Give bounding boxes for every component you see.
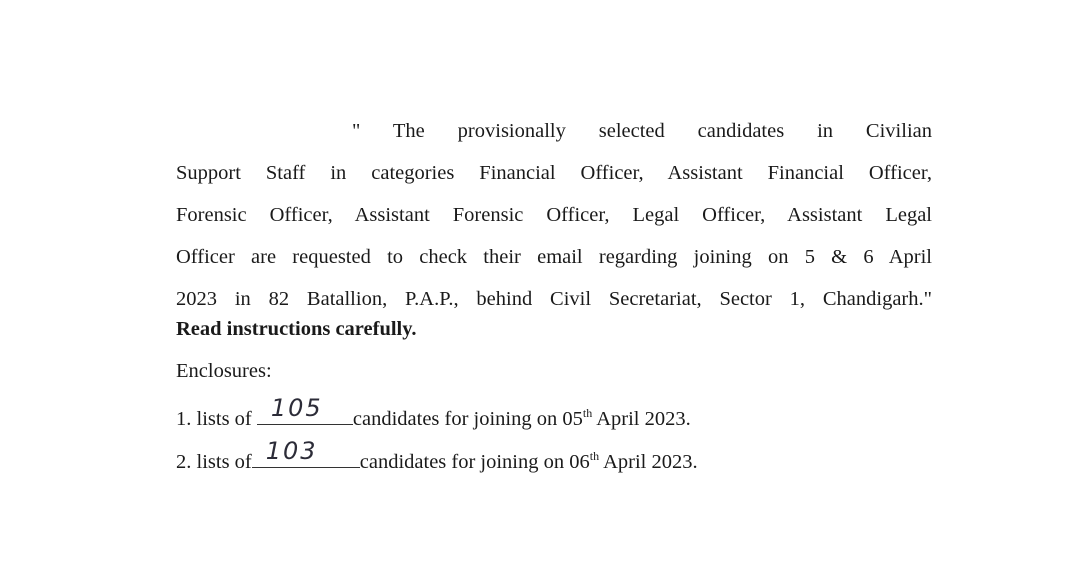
enclosures-label: Enclosures:: [176, 360, 272, 382]
enclosure-prefix: 2. lists of: [176, 451, 252, 473]
enclosure-prefix: 1. lists of: [176, 408, 257, 430]
handwritten-count: 103: [265, 437, 318, 465]
notice-paragraph: [176, 110, 932, 320]
enclosure-text: candidates for joining on 05: [352, 408, 583, 430]
handwritten-count: 105: [270, 394, 323, 422]
enclosure-date: April 2023.: [599, 451, 698, 473]
paragraph-line-3: Forensic Officer, Assistant Forensic Officer, Legal Officer, Assistant Legal: [176, 204, 932, 226]
fill-blank: [257, 394, 353, 425]
instruction-text: Read instructions carefully.: [176, 318, 417, 340]
enclosure-text: candidates for joining on 06: [359, 451, 590, 473]
paragraph-line-1: " The provisionally selected candidates in Civilian: [352, 120, 932, 142]
ordinal-suffix: th: [582, 406, 593, 421]
fill-blank: [252, 437, 360, 468]
enclosure-item-1: [176, 394, 691, 431]
paragraph-line-2: Support Staff in categories Financial Officer, Assistant Financial Officer,: [176, 162, 932, 184]
enclosure-date: April 2023.: [592, 408, 691, 430]
ordinal-suffix: th: [589, 449, 600, 464]
paragraph-line-4: Officer are requested to check their email regarding joining on 5 & 6 April: [176, 246, 932, 268]
enclosure-item-2: [176, 437, 698, 474]
paragraph-line-5: 2023 in 82 Batallion, P.A.P., behind Civil Secretariat, Sector 1, Chandigarh.": [176, 288, 932, 310]
